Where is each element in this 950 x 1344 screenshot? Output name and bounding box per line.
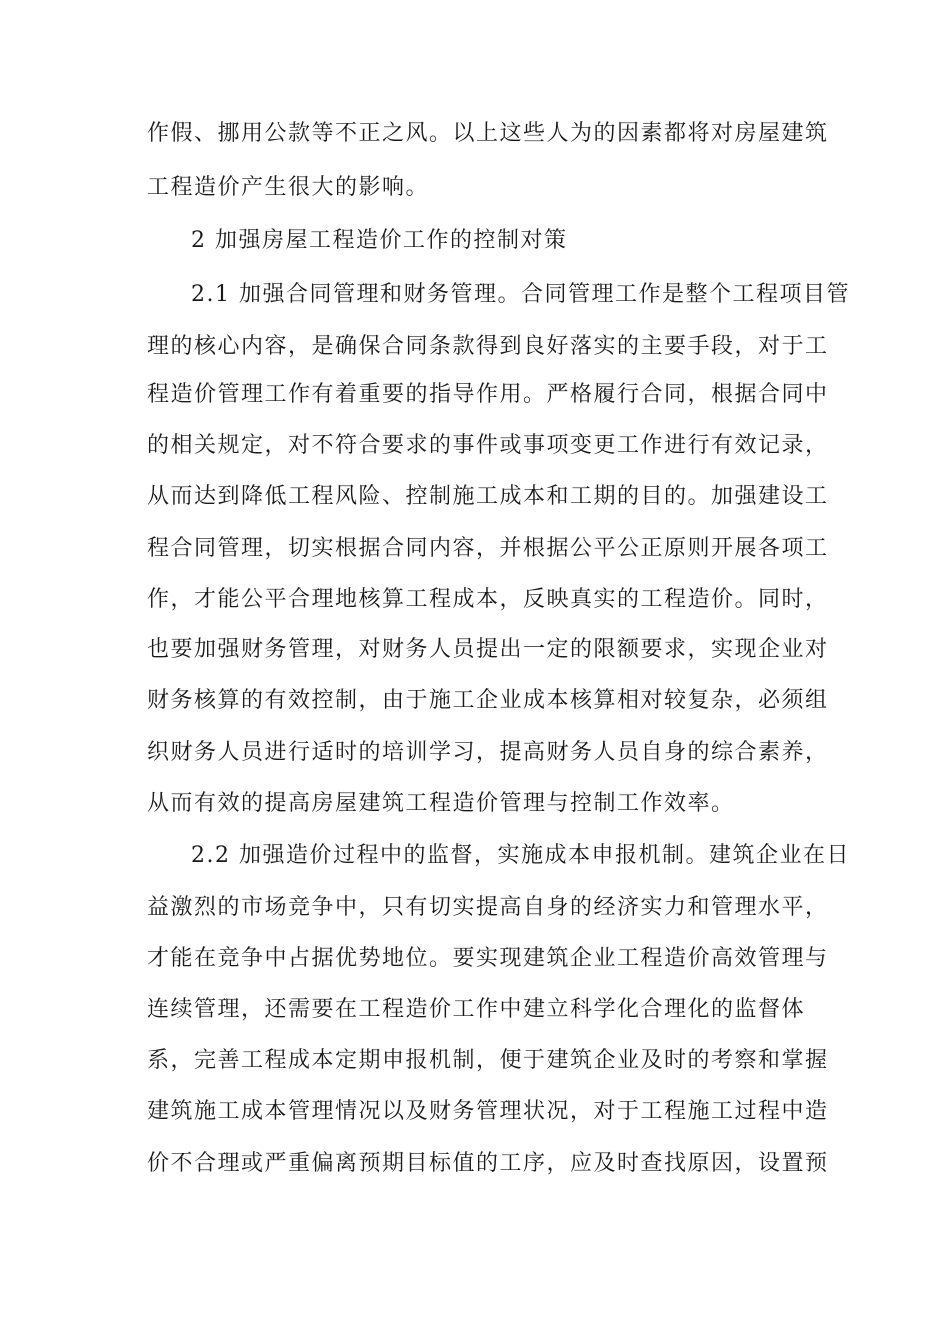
text-line: 作，才能公平合理地核算工程成本，反映真实的工程造价。同时， <box>147 587 829 612</box>
text-line: 系，完善工程成本定期申报机制，便于建筑企业及时的考察和掌握 <box>147 1048 829 1073</box>
text-line: 连续管理，还需要在工程造价工作中建立科学化合理化的监督体 <box>147 997 806 1022</box>
text-line: 也要加强财务管理，对财务人员提出一定的限额要求，实现企业对 <box>147 637 829 662</box>
text-line: 价不合理或严重偏离预期目标值的工序，应及时查找原因，设置预 <box>147 1151 829 1176</box>
section-heading: 2 加强房屋工程造价工作的控制对策 <box>191 228 568 253</box>
text-line: 2.1 加强合同管理和财务管理。合同管理工作是整个工程项目管 <box>191 282 850 307</box>
text-line: 从而有效的提高房屋建筑工程造价管理与控制工作效率。 <box>147 791 735 816</box>
text-line: 2.2 加强造价过程中的监督，实施成本申报机制。建筑企业在日 <box>191 843 850 868</box>
text-line: 才能在竞争中占据优势地位。要实现建筑企业工程造价高效管理与 <box>147 946 829 971</box>
text-line: 财务核算的有效控制，由于施工企业成本核算相对较复杂，必须组 <box>147 688 829 713</box>
text-line: 理的核心内容，是确保合同条款得到良好落实的主要手段，对于工 <box>147 334 829 359</box>
text-line: 织财务人员进行适时的培训学习，提高财务人员自身的综合素养， <box>147 740 829 765</box>
text-line: 程造价管理工作有着重要的指导作用。严格履行合同，根据合同中 <box>147 382 829 407</box>
text-line: 建筑施工成本管理情况以及财务管理状况，对于工程施工过程中造 <box>147 1099 829 1124</box>
text-line: 程合同管理，切实根据合同内容，并根据公平公正原则开展各项工 <box>147 536 829 561</box>
text-line: 的相关规定，对不符合要求的事件或事项变更工作进行有效记录， <box>147 433 829 458</box>
text-line: 作假、挪用公款等不正之风。以上这些人为的因素都将对房屋建筑 <box>147 121 829 146</box>
text-line: 工程造价产生很大的影响。 <box>147 175 430 200</box>
text-line: 益激烈的市场竞争中，只有切实提高自身的经济实力和管理水平， <box>147 895 829 920</box>
text-line: 从而达到降低工程风险、控制施工成本和工期的目的。加强建设工 <box>147 484 829 509</box>
